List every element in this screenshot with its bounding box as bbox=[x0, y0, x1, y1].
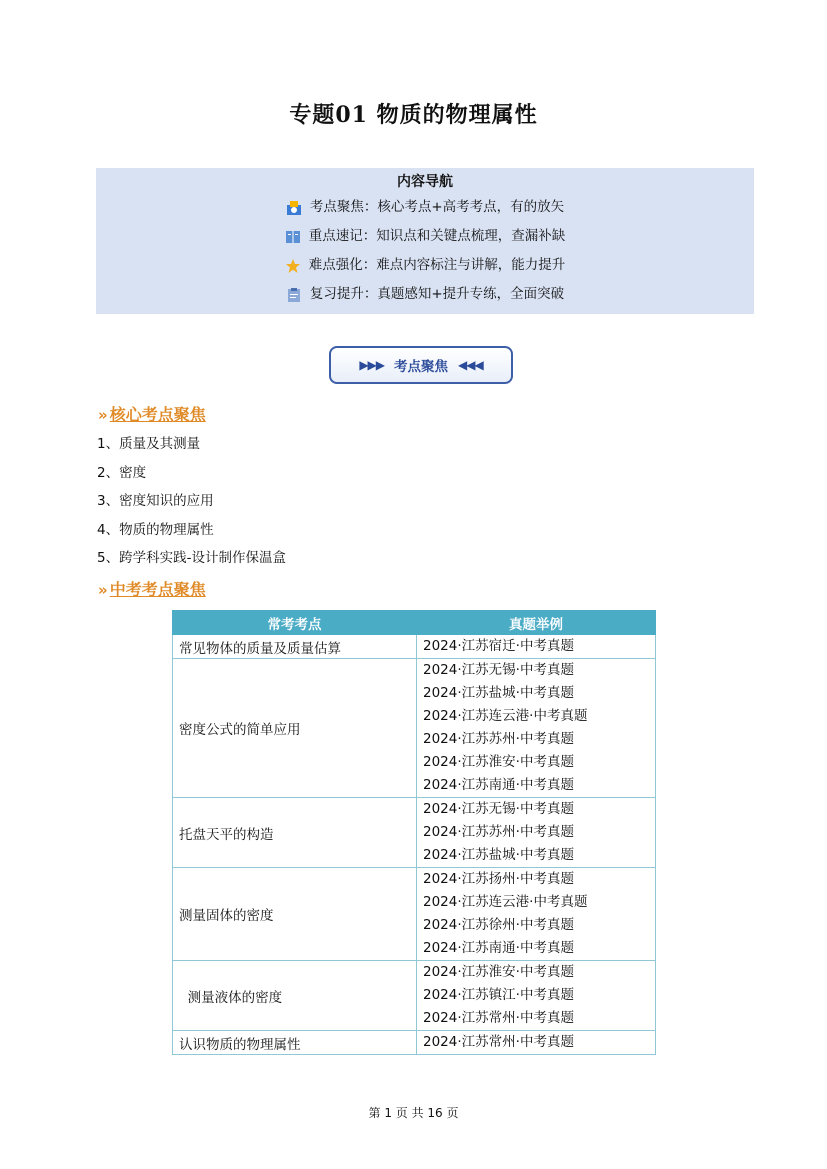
double-chevron-icon: » bbox=[98, 406, 108, 424]
exam-refs-cell bbox=[417, 868, 656, 961]
nav-row: 考点聚焦 ： 核心考点+高考考点，有的放矢 bbox=[96, 193, 754, 222]
exam-ref: 2024·江苏扬州·中考真题 bbox=[423, 871, 574, 887]
exam-ref: 2024·江苏南通·中考真题 bbox=[423, 940, 574, 956]
exam-point-cell: 密度公式的简单应用 bbox=[173, 659, 417, 798]
content-navigation-box bbox=[96, 168, 754, 314]
exam-ref: 2024·江苏盐城·中考真题 bbox=[423, 847, 574, 863]
exam-refs-cell bbox=[417, 1031, 656, 1055]
triple-arrow-left-icon: ◀◀◀ bbox=[458, 358, 483, 372]
exam-point-cell: 认识物质的物理属性 bbox=[173, 1031, 417, 1055]
exam-points-table bbox=[172, 610, 656, 1055]
exam-ref: 2024·江苏淮安·中考真题 bbox=[423, 754, 574, 770]
column-header: 常考考点 bbox=[173, 611, 417, 635]
target-icon bbox=[286, 200, 302, 216]
table-row bbox=[173, 1031, 656, 1055]
star-icon bbox=[285, 258, 301, 274]
list-item: 5、跨学科实践-设计制作保温盒 bbox=[97, 550, 286, 566]
double-chevron-icon: » bbox=[98, 581, 108, 599]
exam-point-cell: 测量固体的密度 bbox=[173, 868, 417, 961]
exam-ref: 2024·江苏常州·中考真题 bbox=[423, 1010, 574, 1026]
nav-row-text: 难点内容标注与讲解，能力提升 bbox=[376, 257, 566, 273]
exam-point-cell: 测量液体的密度 bbox=[173, 961, 417, 1031]
exam-ref: 2024·江苏无锡·中考真题 bbox=[423, 801, 574, 817]
core-section-heading: » 核心考点聚焦 bbox=[98, 405, 206, 424]
triple-arrow-right-icon: ▶▶▶ bbox=[359, 358, 384, 372]
nav-row: 难点强化 ： 难点内容标注与讲解，能力提升 bbox=[96, 251, 754, 280]
table-row bbox=[173, 798, 656, 868]
nav-heading: 内容导航 bbox=[397, 174, 453, 190]
column-header: 真题举例 bbox=[417, 611, 656, 635]
exam-ref: 2024·江苏盐城·中考真题 bbox=[423, 685, 574, 701]
exam-ref: 2024·江苏常州·中考真题 bbox=[423, 1034, 574, 1050]
table-row bbox=[173, 659, 656, 798]
exam-refs-cell bbox=[417, 635, 656, 659]
nav-row: 重点速记 ： 知识点和关键点梳理，查漏补缺 bbox=[96, 222, 754, 251]
exam-ref: 2024·江苏宿迁·中考真题 bbox=[423, 638, 574, 654]
exam-ref: 2024·江苏无锡·中考真题 bbox=[423, 662, 574, 678]
nav-row-label: 难点强化 bbox=[308, 257, 363, 273]
exam-ref: 2024·江苏连云港·中考真题 bbox=[423, 894, 588, 910]
exam-ref: 2024·江苏镇江·中考真题 bbox=[423, 987, 574, 1003]
list-item: 3、密度知识的应用 bbox=[97, 493, 214, 509]
list-item: 1、质量及其测量 bbox=[97, 436, 201, 452]
table-row bbox=[173, 635, 656, 659]
exam-section-heading: » 中考考点聚焦 bbox=[98, 580, 206, 599]
table-row bbox=[173, 961, 656, 1031]
exam-ref: 2024·江苏连云港·中考真题 bbox=[423, 708, 588, 724]
exam-point-cell: 常见物体的质量及质量估算 bbox=[173, 635, 417, 659]
banner-label: 考点聚焦 bbox=[394, 359, 448, 375]
book-icon bbox=[285, 229, 301, 245]
exam-refs-cell bbox=[417, 961, 656, 1031]
table-row bbox=[173, 868, 656, 961]
exam-refs-cell bbox=[417, 659, 656, 798]
page-footer: 第 1 页 共 16 页 bbox=[368, 1106, 459, 1120]
nav-row-label: 复习提升 bbox=[309, 286, 364, 302]
list-item: 2、密度 bbox=[97, 464, 147, 481]
exam-point-cell: 托盘天平的构造 bbox=[173, 798, 417, 868]
nav-row: 复习提升 ： 真题感知+提升专练，全面突破 bbox=[96, 280, 754, 309]
nav-row-label: 重点速记 bbox=[308, 228, 363, 244]
nav-row-text: 核心考点+高考考点，有的放矢 bbox=[377, 199, 565, 215]
exam-ref: 2024·江苏淮安·中考真题 bbox=[423, 964, 574, 980]
document-title: 专题01 物质的物理属性 bbox=[289, 102, 538, 128]
nav-row-text: 知识点和关键点梳理，查漏补缺 bbox=[376, 228, 566, 244]
core-points-list bbox=[97, 430, 286, 573]
exam-ref: 2024·江苏徐州·中考真题 bbox=[423, 917, 574, 933]
section-banner bbox=[329, 346, 513, 384]
nav-row-text: 真题感知+提升专练，全面突破 bbox=[377, 286, 565, 302]
list-item: 4、物质的物理属性 bbox=[97, 521, 214, 538]
exam-refs-cell bbox=[417, 798, 656, 868]
exam-ref: 2024·江苏苏州·中考真题 bbox=[423, 731, 574, 747]
nav-row-label: 考点聚焦 bbox=[309, 199, 364, 215]
exam-ref: 2024·江苏苏州·中考真题 bbox=[423, 824, 574, 840]
clipboard-icon bbox=[286, 287, 302, 303]
exam-ref: 2024·江苏南通·中考真题 bbox=[423, 777, 574, 793]
